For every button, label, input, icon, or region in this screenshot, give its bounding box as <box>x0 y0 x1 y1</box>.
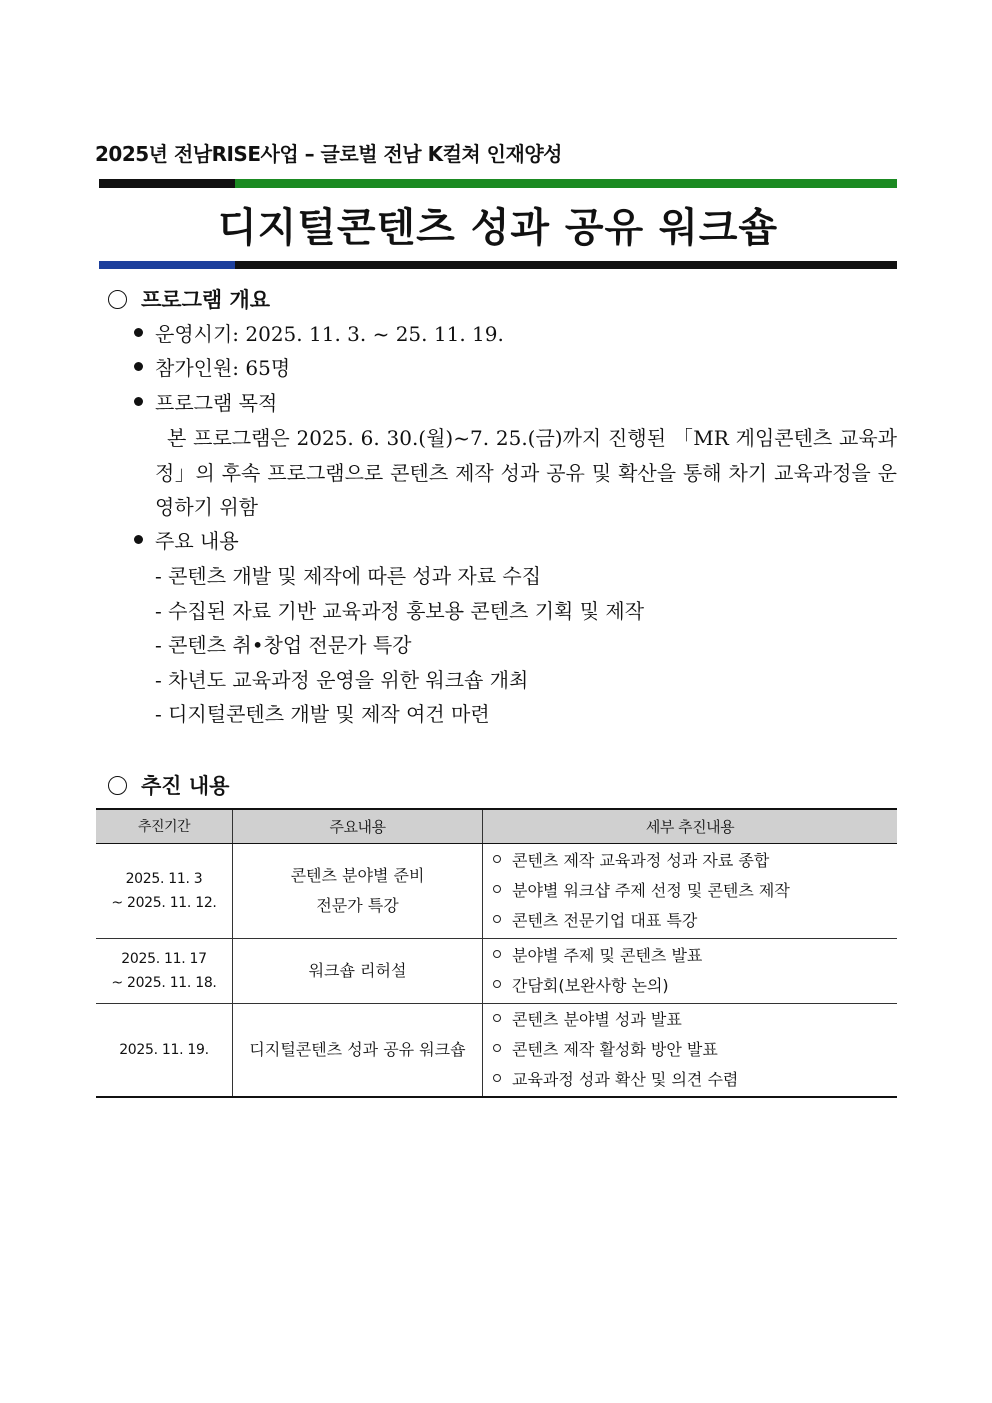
period-start: 2025. 11. 19. <box>119 1042 209 1058</box>
plan-table <box>96 808 897 1098</box>
column-header-main: 주요내용 <box>233 809 483 844</box>
title-top-rule <box>99 179 897 188</box>
bullet-icon <box>134 535 143 544</box>
period-end: ~ 2025. 11. 12. <box>111 895 217 911</box>
bullet-icon <box>134 328 143 337</box>
detail-item <box>489 1065 897 1095</box>
overview-heading <box>108 284 270 314</box>
column-header-details: 세부 추진내용 <box>483 809 898 844</box>
circle-icon <box>108 290 127 309</box>
circle-icon <box>108 776 127 795</box>
content-line: - 수집된 자료 기반 교육과정 홍보용 콘텐츠 기획 및 제작 <box>155 599 645 623</box>
period-cell <box>96 844 233 939</box>
main-line: 워크숍 리허설 <box>308 961 407 980</box>
document-title: 디지털콘텐츠 성과 공유 워크숍 <box>217 205 779 251</box>
period-start: 2025. 11. 3 <box>125 871 203 887</box>
small-circle-icon <box>493 980 501 988</box>
detail-item <box>489 876 897 906</box>
overview-heading-text: 프로그램 개요 <box>141 287 271 312</box>
content-line: - 콘텐츠 취•창업 전문가 특강 <box>155 633 412 657</box>
plan-heading <box>108 770 229 800</box>
main-line: 전문가 특강 <box>316 896 399 915</box>
bullet-icon <box>134 397 143 406</box>
small-circle-icon <box>493 1014 501 1022</box>
table-header-row <box>96 809 897 844</box>
period-end: ~ 2025. 11. 18. <box>111 975 217 991</box>
content-line: - 디지털콘텐츠 개발 및 제작 여건 마련 <box>155 702 490 726</box>
period-cell <box>96 1004 233 1098</box>
participants-text: 참가인원: 65명 <box>155 356 291 380</box>
details-cell <box>483 939 898 1004</box>
detail-item <box>489 971 897 1001</box>
small-circle-icon <box>493 855 501 863</box>
detail-item <box>489 1035 897 1065</box>
table-row <box>96 1004 897 1098</box>
content-line: - 콘텐츠 개발 및 제작에 따른 성과 자료 수집 <box>155 564 542 588</box>
small-circle-icon <box>493 1044 501 1052</box>
column-header-period: 추진기간 <box>96 809 233 844</box>
content-line: - 차년도 교육과정 운영을 위한 워크숍 개최 <box>155 668 529 692</box>
period-text: 운영시기: 2025. 11. 3. ~ 25. 11. 19. <box>155 322 504 346</box>
title-bottom-rule <box>99 261 897 269</box>
contents-item <box>134 525 239 554</box>
detail-text: 간담회(보완사항 논의) <box>512 976 669 995</box>
details-cell <box>483 1004 898 1098</box>
purpose-item <box>134 387 277 416</box>
main-cell <box>233 939 483 1004</box>
detail-text: 콘텐츠 제작 교육과정 성과 자료 종합 <box>512 851 770 870</box>
small-circle-icon <box>493 1074 501 1082</box>
purpose-paragraph: 본 프로그램은 2025. 6. 30.(월)~7. 25.(금)까지 진행된 「MR 게임콘텐츠 교육과정」의 후속 프로그램으로 콘텐츠 제작 성과 공유 및 확산을 통해 차기 교육과정을 운영하기 위함 <box>155 426 897 519</box>
detail-item <box>489 941 897 971</box>
table-row <box>96 844 897 939</box>
detail-text: 콘텐츠 제작 활성화 방안 발표 <box>512 1040 718 1059</box>
main-line: 콘텐츠 분야별 준비 <box>290 866 425 885</box>
detail-text: 교육과정 성과 확산 및 의견 수렴 <box>512 1070 739 1089</box>
period-item <box>134 318 504 347</box>
detail-text: 콘텐츠 분야별 성과 발표 <box>512 1010 682 1029</box>
main-cell <box>233 844 483 939</box>
small-circle-icon <box>493 885 501 893</box>
participants-item <box>134 352 290 381</box>
table-row <box>96 939 897 1004</box>
small-circle-icon <box>493 950 501 958</box>
detail-item <box>489 906 897 936</box>
detail-text: 콘텐츠 전문기업 대표 특강 <box>512 911 698 930</box>
period-cell <box>96 939 233 1004</box>
detail-item <box>489 1005 897 1035</box>
details-cell <box>483 844 898 939</box>
detail-text: 분야별 주제 및 콘텐츠 발표 <box>512 946 703 965</box>
contents-label: 주요 내용 <box>155 529 239 553</box>
main-cell <box>233 1004 483 1098</box>
main-line: 디지털콘텐츠 성과 공유 워크숍 <box>249 1040 466 1059</box>
plan-heading-text: 추진 내용 <box>141 773 230 798</box>
detail-item <box>489 846 897 876</box>
period-start: 2025. 11. 17 <box>121 951 207 967</box>
bullet-icon <box>134 362 143 371</box>
detail-text: 분야별 워크샵 주제 선정 및 콘텐츠 제작 <box>512 881 790 900</box>
purpose-label: 프로그램 목적 <box>155 391 278 415</box>
small-circle-icon <box>493 915 501 923</box>
document-subtitle: 2025년 전남RISE사업 – 글로벌 전남 K컬쳐 인재양성 <box>95 142 562 166</box>
